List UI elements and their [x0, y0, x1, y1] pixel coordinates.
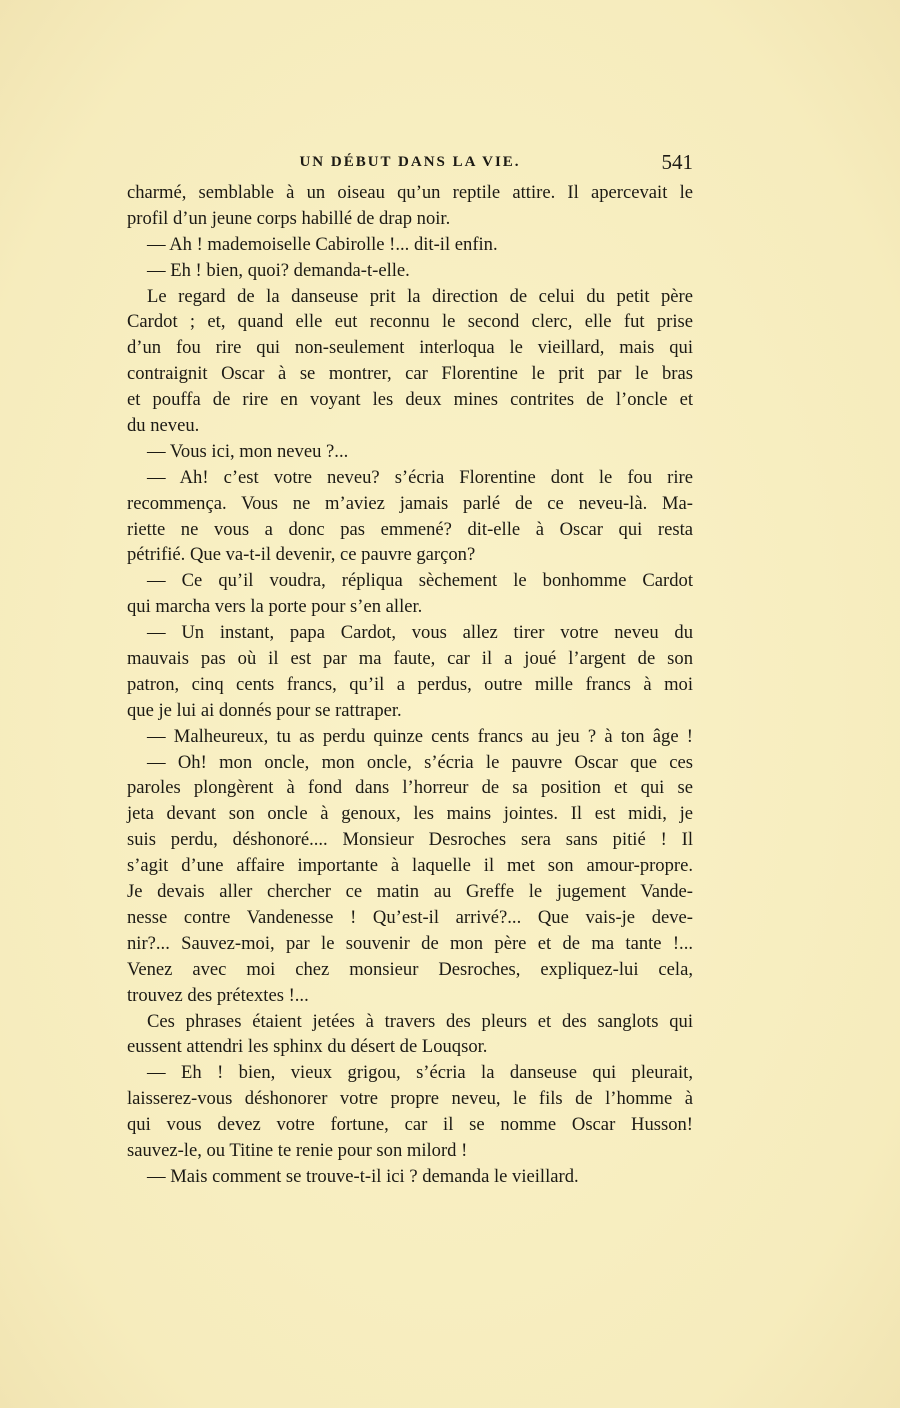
text-line: riette ne vous a donc pas emmené? dit-elle à Oscar qui resta — [127, 518, 693, 540]
text-line: — Eh ! bien, quoi? demanda-t-elle. — [147, 259, 410, 281]
text-line: s’agit d’une affaire importante à laquelle il met son amour-propre. — [127, 855, 693, 877]
text-line: laisserez-vous déshonorer votre propre neveu, le fils de l’homme à — [127, 1088, 693, 1110]
text-line: suis perdu, déshonoré.... Monsieur Desroches sera sans pitié ! Il — [127, 829, 693, 851]
page-number: 541 — [661, 150, 693, 174]
text-line: — Vous ici, mon neveu ?... — [147, 440, 349, 462]
text-line: Cardot ; et, quand elle eut reconnu le second clerc, elle fut prise — [127, 311, 693, 333]
text-line: — Oh! mon oncle, mon oncle, s’écria le pauvre Oscar que ces — [147, 751, 693, 773]
page-header — [127, 150, 693, 176]
text-line: qui vous devez votre fortune, car il se nomme Oscar Husson! — [127, 1114, 693, 1136]
text-line: mauvais pas où il est par ma faute, car il a joué l’argent de son — [127, 648, 693, 670]
text-line: qui marcha vers la porte pour s’en aller. — [127, 596, 423, 618]
text-line: charmé, semblable à un oiseau qu’un reptile attire. Il apercevait le — [127, 182, 693, 203]
text-line: recommença. Vous ne m’aviez jamais parlé de ce neveu-là. Ma- — [127, 492, 693, 514]
text-line: — Eh ! bien, vieux grigou, s’écria la danseuse qui pleurait, — [147, 1062, 693, 1084]
text-line: — Ah! c’est votre neveu? s’écria Florentine dont le fou rire — [147, 466, 693, 488]
text-line: — Mais comment se trouve-t-il ici ? demanda le vieillard. — [147, 1165, 579, 1187]
text-line: du neveu. — [127, 415, 200, 437]
text-line: nir?... Sauvez-moi, par le souvenir de mon père et de ma tante !... — [127, 932, 693, 954]
text-line: pétrifié. Que va-t-il devenir, ce pauvre garçon? — [127, 544, 476, 566]
text-line: — Ah ! mademoiselle Cabirolle !... dit-il enfin. — [147, 233, 498, 255]
text-line: Le regard de la danseuse prit la direction de celui du petit père — [147, 285, 693, 307]
running-title: UN DÉBUT DANS LA VIE. — [299, 154, 521, 170]
text-line: — Un instant, papa Cardot, vous allez tirer votre neveu du — [147, 622, 693, 644]
text-line: que je lui ai donnés pour se rattraper. — [127, 699, 402, 721]
text-line: Je devais aller chercher ce matin au Greffe le jugement Vande- — [127, 881, 693, 903]
text-line: nesse contre Vandenesse ! Qu’est-il arrivé?... Que vais-je deve- — [127, 906, 693, 928]
text-line: jeta devant son oncle à genoux, les mains jointes. Il est midi, je — [127, 803, 693, 825]
text-line: eussent attendri les sphinx du désert de Louqsor. — [127, 1036, 488, 1058]
text-line: d’un fou rire qui non-seulement interloqua le vieillard, mais qui — [127, 337, 693, 359]
body-text — [127, 180, 693, 1190]
text-line: Ces phrases étaient jetées à travers des pleurs et des sanglots qui — [147, 1010, 693, 1032]
text-line: — Malheureux, tu as perdu quinze cents francs au jeu ? à ton âge ! — [147, 725, 693, 747]
text-line: paroles plongèrent à fond dans l’horreur de sa position et qui se — [127, 777, 693, 799]
text-line: et pouffa de rire en voyant les deux mines contrites de l’oncle et — [127, 389, 693, 411]
text-line: patron, cinq cents francs, qu’il a perdus, outre mille francs à moi — [127, 673, 693, 695]
text-line: — Ce qu’il voudra, répliqua sèchement le bonhomme Cardot — [147, 570, 693, 592]
text-line: Venez avec moi chez monsieur Desroches, expliquez-lui cela, — [127, 958, 693, 980]
text-line: contraignit Oscar à se montrer, car Florentine le prit par le bras — [127, 363, 693, 385]
text-line: profil d’un jeune corps habillé de drap noir. — [127, 207, 451, 229]
text-line: trouvez des prétextes !... — [127, 984, 309, 1006]
text-line: sauvez-le, ou Titine te renie pour son milord ! — [127, 1139, 468, 1161]
